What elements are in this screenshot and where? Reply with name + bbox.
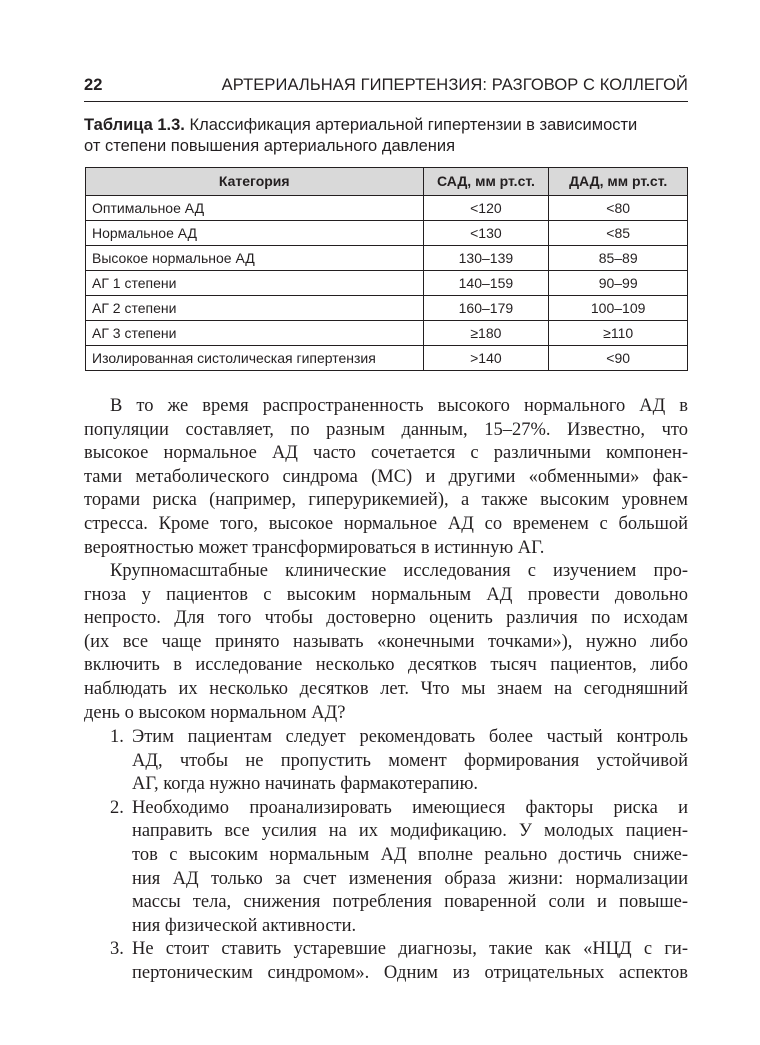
sbp-cell: ≥180 [423,321,549,346]
text-line: вероятностью может трансформироваться в истинную АГ. [84,537,545,558]
text-line: наблюдать их несколько десятков лет. Что мы знаем на сегодняшний [84,678,688,699]
column-header-category: Категория [86,168,424,196]
table-row [86,271,688,296]
dbp-cell: <80 [549,196,688,221]
text-line: ния АД только за счет изменения образа жизни: нормализации [132,868,688,889]
text-line: популяции составляет, по разным данным, 15–27%. Известно, что [84,419,688,440]
sbp-cell: 130–139 [423,246,549,271]
table-row [86,296,688,321]
list-item [84,797,688,939]
text-line: Не стоит ставить устаревшие диагнозы, такие как «НЦД с ги- [132,939,688,960]
category-cell: АГ 1 степени [86,271,424,296]
text-line: ния физической активности. [132,915,357,936]
column-header-dbp: ДАД, мм рт.ст. [549,168,688,196]
table-caption-text-1: Классификация артериальной гипертензии в зависимости [189,116,638,134]
dbp-cell: <85 [549,221,688,246]
header-divider [84,101,688,102]
category-cell: Изолированная систолическая гипертензия [86,346,424,371]
page-number: 22 [84,76,103,94]
running-head [84,76,688,100]
bp-classification-table [85,167,688,371]
dbp-cell: 85–89 [549,246,688,271]
text-line: высокое нормальное АД часто сочетается с различными компонен- [84,443,688,464]
text-line: торами риска (например, гиперурикемией), а также высоким уровнем [84,490,688,511]
paragraph-2 [84,560,688,725]
list-item-number: 2. [110,797,124,818]
list-item [84,726,688,797]
category-cell: АГ 3 степени [86,321,424,346]
text-line: пертоническим синдромом». Одним из отрицательных аспектов [132,962,688,983]
text-line: АД, чтобы не пропустить момент формирования устойчивой [132,750,688,771]
text-line: непросто. Для того чтобы достоверно оценить различия по исходам [84,608,688,629]
text-line: тами метаболического синдрома (МС) и другими «обменными» фак- [84,466,688,487]
sbp-cell: <120 [423,196,549,221]
dbp-cell: <90 [549,346,688,371]
sbp-cell: 160–179 [423,296,549,321]
table-caption-text-2: от степени повышения артериального давления [84,137,456,155]
table-caption-line-1 [84,115,688,136]
table-row [86,221,688,246]
table-row [86,321,688,346]
numbered-list [84,726,688,986]
dbp-cell: 100–109 [549,296,688,321]
table-row [86,346,688,371]
text-line: Этим пациентам следует рекомендовать более частый контроль [132,727,688,747]
text-line: Крупномасштабные клинические исследования с изучением про- [110,561,688,581]
text-line: В то же время распространенность высокого нормального АД в [110,396,688,416]
text-line: направить все усилия на их модификацию. У молодых пациен- [132,821,688,842]
sbp-cell: 140–159 [423,271,549,296]
dbp-cell: 90–99 [549,271,688,296]
paragraph-1 [84,395,688,560]
table-row [86,246,688,271]
category-cell: Нормальное АД [86,221,424,246]
sbp-cell: >140 [423,346,549,371]
category-cell: Оптимальное АД [86,196,424,221]
text-line: Необходимо проанализировать имеющиеся факторы риска и [132,797,688,818]
text-line: день о высоком нормальном АД? [84,702,346,723]
sbp-cell: <130 [423,221,549,246]
text-line: стресса. Кроме того, высокое нормальное АД со временем с большой [84,513,688,534]
text-line: АГ, когда нужно начинать фармакотерапию. [132,774,479,795]
list-item [84,938,688,985]
table-header-row [86,168,688,196]
dbp-cell: ≥110 [549,321,688,346]
table-caption [84,115,688,157]
text-line: (их все чаще принято называть «конечными точками»), нужно либо [84,631,688,652]
text-line: тов с высоким нормальным АД вполне реально достичь сниже- [132,844,688,865]
text-line: включить в исследование несколько десятков тысяч пациентов, либо [84,655,688,676]
category-cell: Высокое нормальное АД [86,246,424,271]
table-caption-label: Таблица 1.3. [84,116,185,134]
column-header-sbp: САД, мм рт.ст. [423,168,549,196]
category-cell: АГ 2 степени [86,296,424,321]
list-item-number: 3. [110,939,124,960]
running-title: АРТЕРИАЛЬНАЯ ГИПЕРТЕНЗИЯ: РАЗГОВОР С КОЛЛЕГОЙ [221,76,688,94]
table-row [86,196,688,221]
text-line: гноза у пациентов с высоким нормальным АД провести довольно [84,584,688,605]
text-line: массы тела, снижения потребления поваренной соли и повыше- [132,892,688,913]
list-item-number: 1. [110,727,124,747]
